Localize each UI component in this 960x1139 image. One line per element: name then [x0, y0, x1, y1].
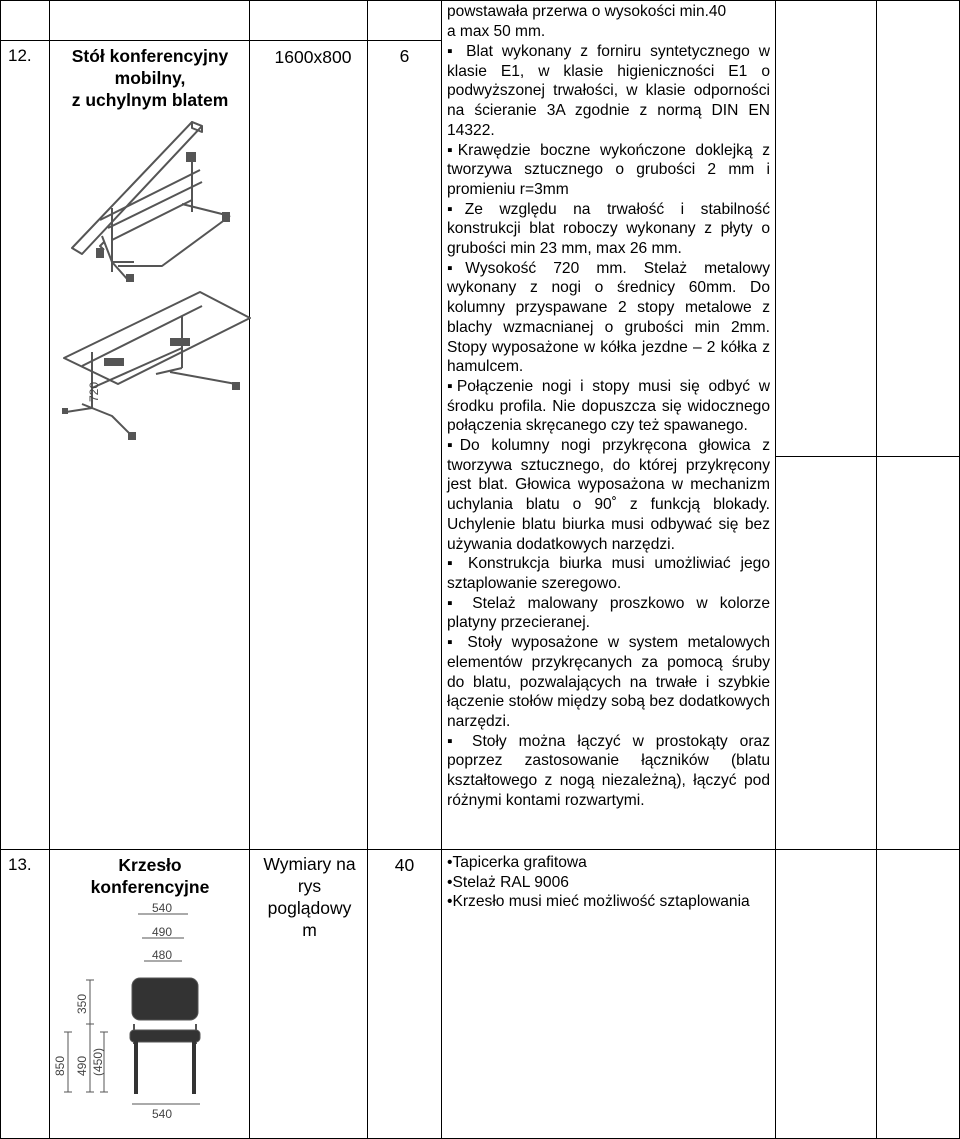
spec-item-3: •Krzesło musi mieć możliwość sztaplowania [447, 893, 750, 911]
row12-name-line1: Stół konferencyjny [71, 46, 229, 66]
desc-item-5: ▪Połączenie nogi i stopy musi się odbyć w środku profila. Nie dopuszcza się widocznego połączenia skręcanego czy też spawanego. [447, 377, 771, 435]
row12-description [447, 42, 770, 810]
bullet: ▪ [447, 555, 459, 573]
desc-item-9: ▪ Stoły wyposażone w system metalowych elementów przykręcanych za pomocą śruby do blatu, pozwalających na trwałe i szybkie łączenie stołów między sobą bez dodatkowych narzędzi. [447, 634, 770, 730]
row12-top-border [0, 40, 442, 41]
dim-850: 850 [53, 1055, 67, 1076]
dim-490-top: 490 [152, 925, 173, 939]
row13-number: 13. [8, 855, 32, 874]
row12-name-line3: z uchylnym blatem [71, 90, 229, 110]
desc-item-2: ▪Krawędzie boczne wykończone doklejką z tworzywa sztucznego o grubości 2 mm i promieniu r=3mm [447, 141, 770, 198]
bullet: ▪ [447, 259, 466, 277]
row13-top-border [0, 849, 960, 850]
dim-450: (450) [91, 1047, 105, 1076]
table-height-label: 720 [87, 381, 101, 402]
spec-item-1: •Tapicerka grafitowa [447, 854, 587, 871]
row13-name [55, 854, 245, 898]
bullet: ▪ [447, 437, 460, 455]
dim-490-side: 490 [75, 1055, 89, 1076]
desc-item-1: ▪ Blat wykonany z forniru syntetycznego w klasie E1, w klasie higieniczności E1 o podwyższonej trwałości, w klasie odporności na ścieranie 3A zgodnie z normą DIN EN 14322. [447, 43, 770, 139]
bullet: ▪ [447, 377, 457, 395]
row12-number: 12. [8, 46, 32, 65]
bullet: ▪ [447, 594, 461, 612]
col-border-5 [775, 0, 776, 1139]
bullet: ▪ [447, 634, 458, 652]
dim-540-bottom: 540 [152, 1107, 173, 1121]
desc-item-7: ▪ Konstrukcja biurka musi umożliwiać jego sztaplowanie szeregowo. [447, 555, 770, 592]
dim-480-top: 480 [152, 948, 173, 962]
table-drawing [52, 112, 252, 452]
desc-item-8: ▪ Stelaż malowany proszkowo w kolorze platyny przecieranej. [447, 594, 770, 632]
row13-dimensions: Wymiary na rys poglądowy m [263, 854, 356, 940]
row12-name [55, 45, 245, 111]
right-col-gap-line [775, 456, 960, 457]
bullet: ▪ [447, 200, 465, 218]
row12-quantity: 6 [399, 46, 410, 66]
col-border-1 [49, 0, 50, 1139]
chair-drawing [50, 972, 250, 1122]
bullet: ▪ [447, 43, 458, 60]
bullet: ▪ [447, 141, 458, 159]
desc-item-6: ▪Do kolumny nogi przykręcona głowica z tworzywa sztucznego, do której przykręcony jest blat. Głowica wyposażona w mechanizm uchylania blatu o 90˚ z funkcją blokady. Uchylenie blatu biurka musi odbywać się bez używania dodatkowych narzędzi. [447, 437, 770, 553]
continued-text-line2: a max 50 mm. [447, 23, 546, 40]
row12-name-line2: mobilny, [114, 68, 186, 88]
desc-item-3: ▪Ze względu na trwałość i stabilność konstrukcji blat roboczy wykonany z płyty o grubości min 23 mm, max 26 mm. [447, 200, 770, 258]
spec-item-2: •Stelaż RAL 9006 [447, 873, 569, 891]
dim-540-top: 540 [152, 901, 173, 915]
row12-dimensions: 1600x800 [274, 47, 352, 67]
bullet: ▪ [447, 732, 461, 750]
row13-name-line2: konferencyjne [90, 877, 210, 897]
col-border-0 [0, 0, 1, 1139]
row13-quantity: 40 [394, 855, 415, 875]
table-top-border [0, 0, 960, 1]
col-border-4 [441, 0, 442, 1139]
row13-name-line1: Krzesło [118, 855, 182, 875]
chair-top-dimensions [52, 898, 252, 968]
dim-350: 350 [75, 993, 89, 1014]
row13-spec [447, 853, 770, 912]
desc-item-4: ▪Wysokość 720 mm. Stelaż metalowy wykonany z nogi o średnicy 60mm. Do kolumny przyspawane 2 stopy metalowe z blachy wzmacnianej o grubości min 2mm. Stopy wyposażone w kółka jezdne – 2 kółka z hamulcem. [447, 259, 770, 376]
col-border-6 [876, 0, 877, 1139]
continued-text-line1: powstawała przerwa o wysokości min.40 [447, 3, 727, 20]
desc-item-10: ▪ Stoły można łączyć w prostokąty oraz poprzez zastosowanie łączników (blatu kształtowego z nogą niezależną), łączyć pod różnymi kontami rozwartymi. [447, 732, 770, 809]
col-border-3 [367, 0, 368, 1139]
